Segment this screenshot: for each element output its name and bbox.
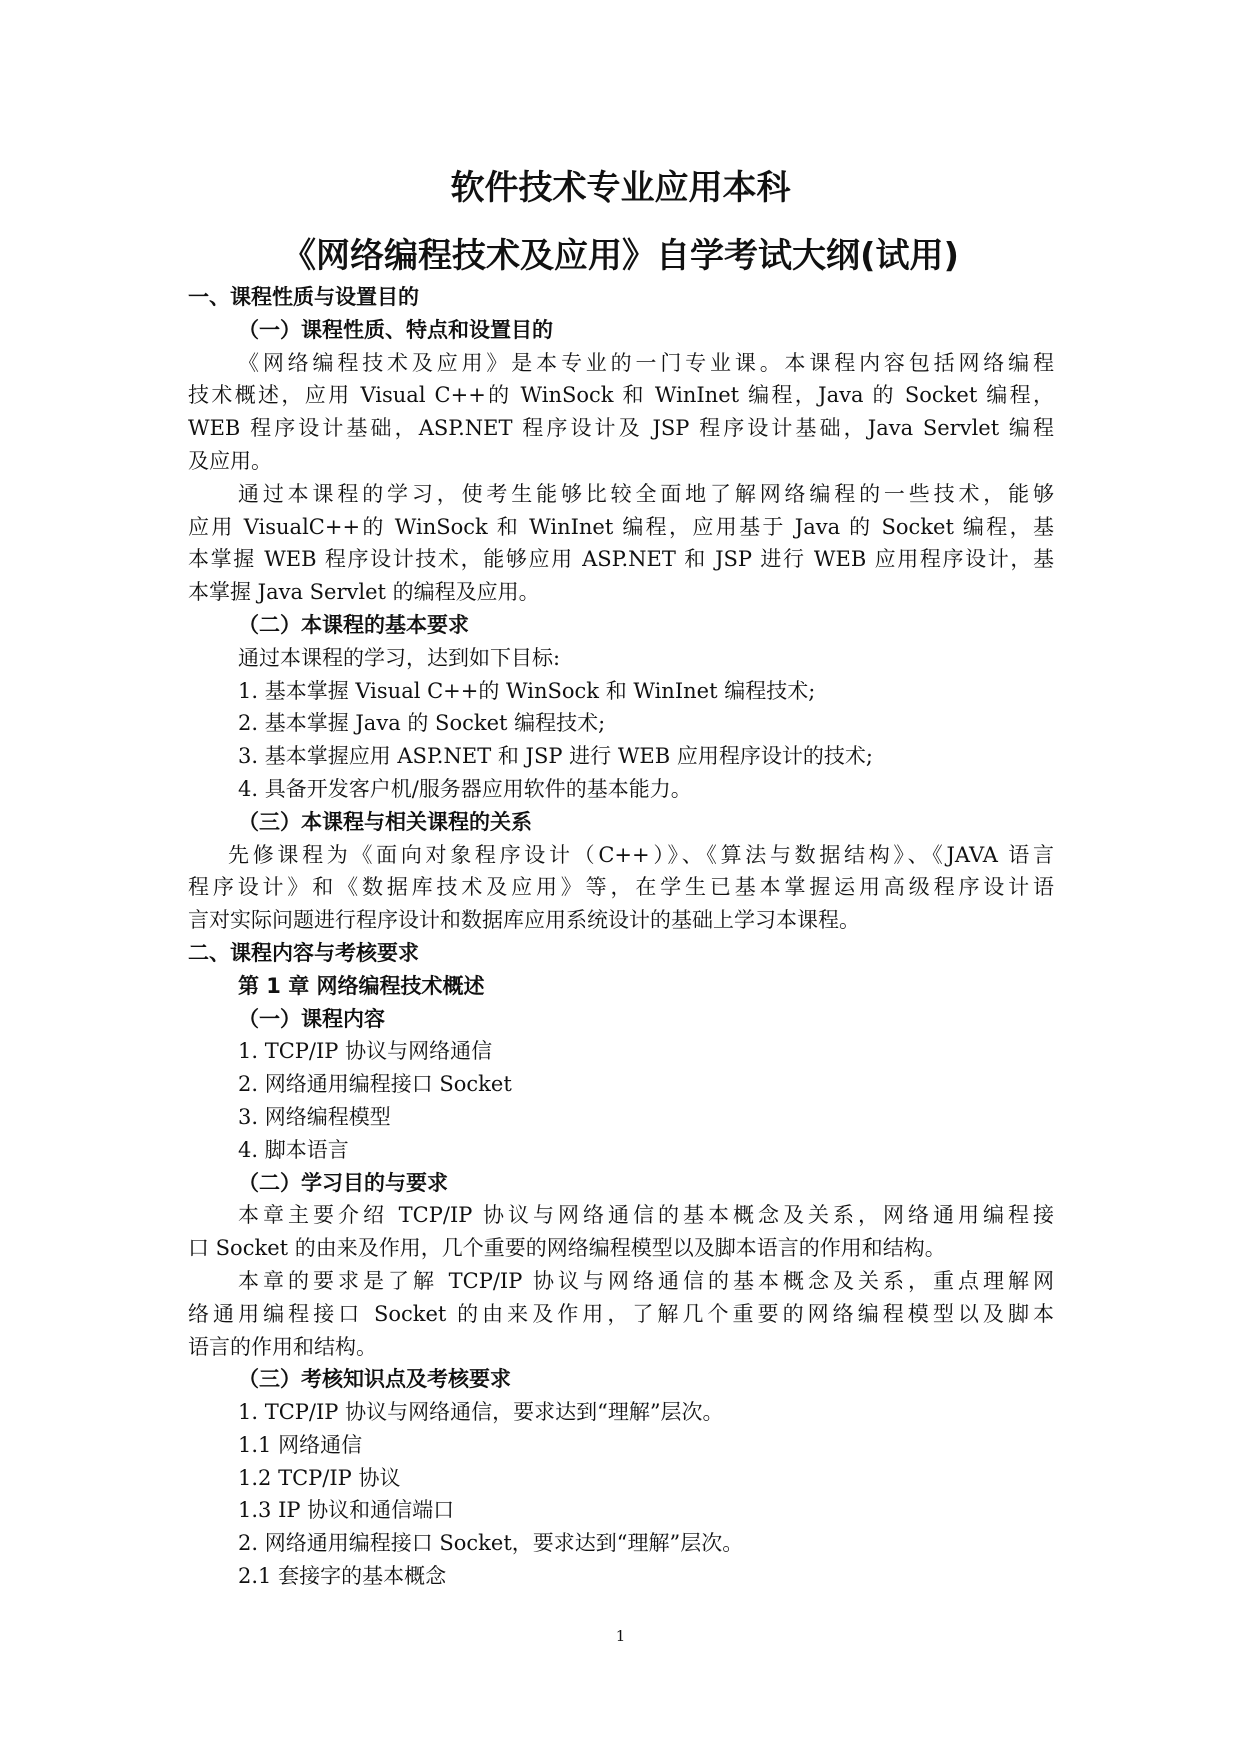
section-heading: 一、课程性质与设置目的: [188, 285, 419, 309]
subsection-heading: （一）课程内容: [238, 1006, 385, 1031]
paragraph-line: 通过本课程的学习，达到如下目标:: [238, 645, 561, 670]
paragraph-line: 应用 VisualC++的 WinSock 和 WinInet 编程，应用基于 Java 的 Socket 编程，基: [188, 514, 1054, 539]
paragraph-line: 本掌握 WEB 程序设计技术，能够应用 ASP.NET 和 JSP 进行 WEB 应用程序设计，基: [188, 547, 1054, 572]
list-item: 3. 网络编程模型: [238, 1104, 391, 1129]
subsection-heading: （三）本课程与相关课程的关系: [238, 809, 532, 834]
paragraph-line: 本章的要求是了解 TCP/IP 协议与网络通信的基本概念及关系，重点理解网: [238, 1268, 1054, 1293]
paragraph-line: 程序设计》和《数据库技术及应用》等，在学生已基本掌握运用高级程序设计语: [188, 875, 1054, 900]
list-item: 2.1 套接字的基本概念: [238, 1564, 447, 1589]
paragraph-line: 络通用编程接口 Socket 的由来及作用，了解几个重要的网络编程模型以及脚本: [188, 1301, 1054, 1326]
paragraph-line: 本章主要介绍 TCP/IP 协议与网络通信的基本概念及关系，网络通用编程接: [238, 1203, 1054, 1228]
paragraph-line: 《网络编程技术及应用》是本专业的一门专业课。本课程内容包括网络编程: [238, 350, 1054, 375]
chapter-heading: 第 1 章 网络编程技术概述: [238, 973, 485, 998]
list-item: 1. TCP/IP 协议与网络通信: [238, 1039, 493, 1064]
list-item: 1. 基本掌握 Visual C++的 WinSock 和 WinInet 编程技术;: [238, 678, 816, 703]
subsection-heading: （三）考核知识点及考核要求: [238, 1367, 511, 1392]
document-subtitle: 《网络编程技术及应用》自学考试大纲(试用): [281, 236, 960, 276]
subsection-heading: （一）课程性质、特点和设置目的: [238, 317, 553, 342]
paragraph-line: 先修课程为《面向对象程序设计（C++）》、《算法与数据结构》、《JAVA 语言: [228, 842, 1054, 867]
document-body: [188, 281, 1054, 1593]
paragraph-line: 口 Socket 的由来及作用，几个重要的网络编程模型以及脚本语言的作用和结构。: [188, 1236, 946, 1261]
subsection-heading: （二）本课程的基本要求: [238, 612, 469, 637]
list-item: 1.1 网络通信: [238, 1432, 363, 1457]
paragraph-line: 言对实际问题进行程序设计和数据库应用系统设计的基础上学习本课程。: [188, 908, 860, 933]
list-item: 4. 具备开发客户机/服务器应用软件的基本能力。: [238, 776, 692, 801]
paragraph-line: 本掌握 Java Servlet 的编程及应用。: [188, 580, 540, 605]
paragraph-line: WEB 程序设计基础，ASP.NET 程序设计及 JSP 程序设计基础，Java Servlet 编程: [188, 416, 1054, 441]
subsection-heading: （二）学习目的与要求: [238, 1170, 448, 1195]
list-item: 2. 网络通用编程接口 Socket，要求达到“理解”层次。: [238, 1531, 744, 1556]
document-title: 软件技术专业应用本科: [450, 168, 791, 208]
list-item: 4. 脚本语言: [238, 1137, 349, 1162]
list-item: 2. 网络通用编程接口 Socket: [238, 1072, 512, 1097]
page-number: 1: [615, 1627, 626, 1645]
section-heading: 二、课程内容与考核要求: [188, 940, 419, 965]
paragraph-line: 技术概述，应用 Visual C++的 WinSock 和 WinInet 编程，Java 的 Socket 编程，: [188, 383, 1054, 408]
list-item: 1. TCP/IP 协议与网络通信，要求达到“理解”层次。: [238, 1400, 724, 1425]
list-item: 2. 基本掌握 Java 的 Socket 编程技术;: [238, 711, 606, 736]
list-item: 1.2 TCP/IP 协议: [238, 1465, 401, 1490]
list-item: 1.3 IP 协议和通信端口: [238, 1498, 455, 1523]
paragraph-line: 语言的作用和结构。: [188, 1334, 377, 1359]
list-item: 3. 基本掌握应用 ASP.NET 和 JSP 进行 WEB 应用程序设计的技术;: [238, 744, 873, 769]
paragraph-line: 通过本课程的学习，使考生能够比较全面地了解网络编程的一些技术，能够: [238, 481, 1054, 506]
paragraph-line: 及应用。: [188, 448, 272, 473]
